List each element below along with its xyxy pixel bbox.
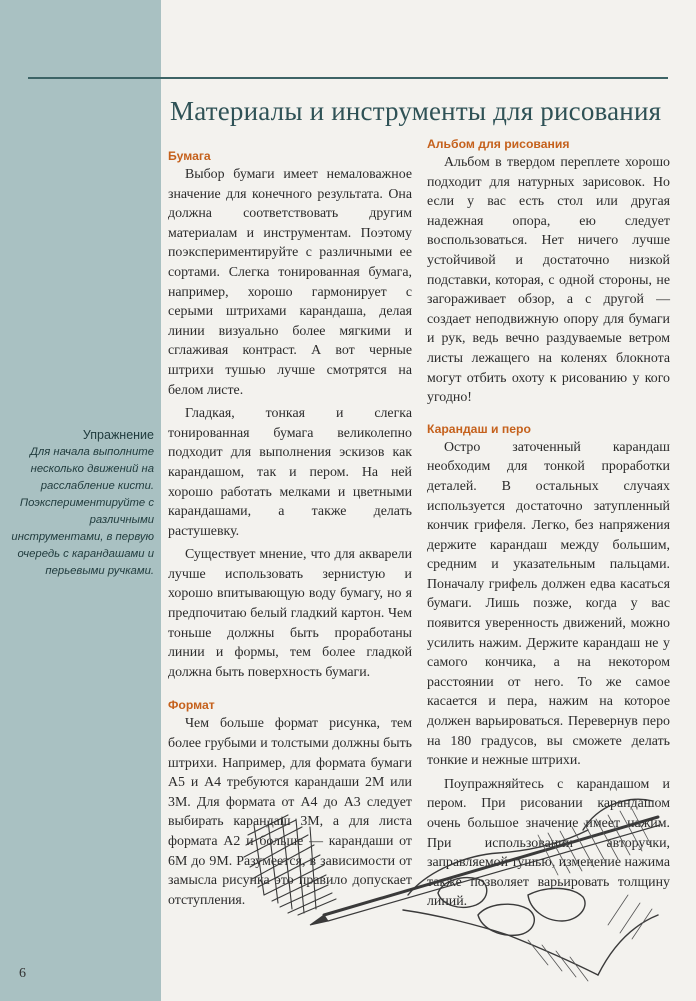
hand-holding-pencil-sketch-icon bbox=[228, 775, 673, 990]
paper-paragraph: Выбор бумаги имеет немаловажное значение для конечного результата. Она должна соответствовать другим материалам и инструментам. Поэтому поэкспериментируйте с различными ее сортами. Слегка тонированная бумага, например, хорошо гармонирует с серыми штрихами карандаша, делая линии визуально более мягкими и сглаживая контраст. А вот черные штрихи тушью лучше смотрятся на белом листе. bbox=[168, 167, 412, 398]
exercise-text: Для начала выполните несколько движений на расслабление кисти. Поэкспериментируйте с различными инструментами, в первую очередь с карандашами и перьевыми ручками. bbox=[11, 446, 154, 577]
section-heading-format: Формат bbox=[168, 698, 215, 713]
paper-paragraph: Гладкая, тонкая и слегка тонированная бумага великолепно подходит для выполнения эскизов как карандашом, так и пером. На ней хорошо работать мелками и цветными карандашами, а также делать растушевку. bbox=[168, 406, 412, 539]
section-heading-pencil: Карандаш и перо bbox=[427, 421, 531, 436]
pencil-paragraph: Поупражняйтесь с карандашом и пером. При рисовании карандашом очень большое значение имеет нажим. При использовании авторучки, заправляемой тушью, изменение нажима также позволяет варьировать толщину линий. bbox=[427, 776, 670, 910]
page-number: 6 bbox=[19, 966, 26, 981]
exercise-note bbox=[4, 428, 154, 580]
page-title: Материалы и инструменты для рисования bbox=[170, 96, 662, 126]
exercise-heading: Упражнение bbox=[82, 428, 154, 442]
header-rule bbox=[28, 77, 668, 79]
format-paragraph: Чем больше формат рисунка, тем более грубыми и толстыми должны быть штрихи. Например, для формата бумаги А5 и А4 требуются карандаши 2М или 3М. Для формата от А4 до А3 следует выбирать карандаш 3М, а для листа формата А2 и больше — карандаши от 6М до 9М. Разумеется, в зависимости от замысла рисунка это правило допускает отступления. bbox=[168, 716, 412, 908]
pencil-paragraph: Остро заточенный карандаш необходим для тонкой проработки деталей. В остальных случаях используется достаточно затупленный кончик грифеля. Легко, без напряжения держите карандаш между большим, средним и указательным пальцами. Поначалу грифель должен едва касаться бумаги. Лишь позже, когда у вас появится уверенность движений, можно усилить нажим. Держите карандаш не у самого кончика, а на некотором расстоянии от него. То же самое касается и пера, нажим на которое должен варьироваться. Перевернув перо на 180 градусов, вы сможете делать тонкие и нежные штрихи. bbox=[427, 439, 670, 769]
section-heading-paper: Бумага bbox=[168, 149, 211, 163]
section-heading-album: Альбом для рисования bbox=[427, 137, 570, 151]
album-paragraph: Альбом в твердом переплете хорошо подходит для натурных зарисовок. Но если у вас есть стол или другая надежная опора, ею следует воспользоваться. Нет ничего лучше устойчивой и достаточно низкой подставки, которая, с одной стороны, не загораживает обзор, а с другой — создает неподвижную опору для бумаги и рук, ведь вечно раздуваемые ветром листы лежащего на коленях блокнота могут отбить охоту к рисованию у кого угодно! bbox=[427, 155, 670, 406]
paper-paragraph: Существует мнение, что для акварели лучше использовать зернистую и хорошо впитывающую воду бумагу, но я предпочитаю белый гладкий картон. Чем тоньше должны быть проработаны линии и формы, тем более гладкой должна быть поверхность бумаги. bbox=[168, 547, 412, 680]
